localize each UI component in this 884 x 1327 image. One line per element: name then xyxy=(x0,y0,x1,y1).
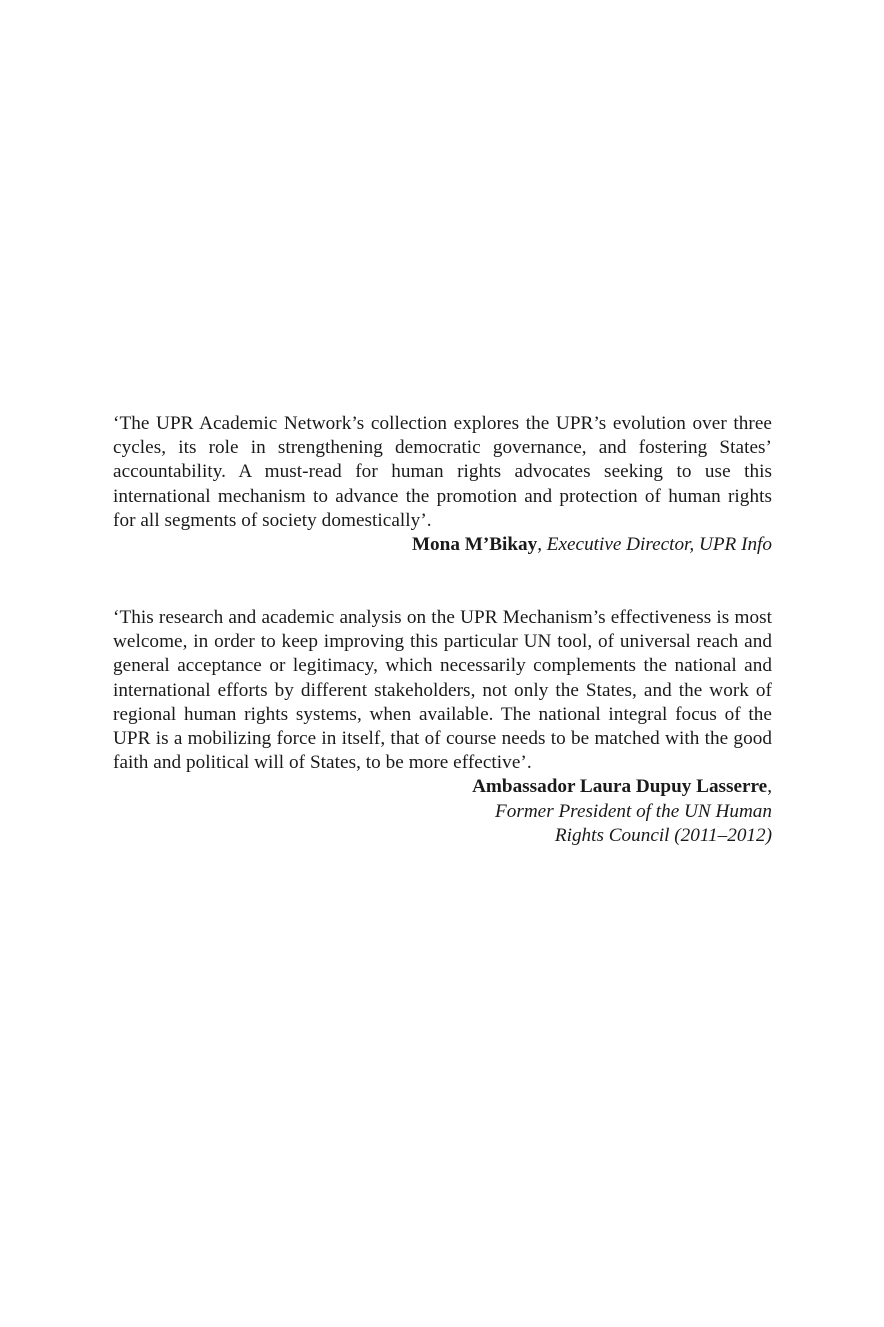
attribution-name-line xyxy=(113,775,772,799)
attribution-role-line-2: Rights Council (2011–2012) xyxy=(554,824,772,846)
attribution-separator: , xyxy=(537,534,547,556)
attribution-separator: , xyxy=(767,776,772,798)
quote-text: ‘The UPR Academic Network’s collection explores the UPR’s evolution over three cycles, its role in strengthening democratic governance, and fostering States’ accountability. A must-read for human rights advocates seeking to use this international mechanism to advance the promotion and protection of human rights for all segments of society domestically’. xyxy=(113,413,772,531)
attribution-role-line-1: Former President of the UN Human xyxy=(495,800,772,822)
endorsement-quote-2 xyxy=(113,606,772,848)
attribution-role: Executive Director, UPR Info xyxy=(546,534,772,556)
quote-attribution xyxy=(113,775,772,848)
attribution-name: Ambassador Laura Dupuy Lasserre xyxy=(472,776,768,798)
quote-attribution xyxy=(113,533,772,557)
endorsement-quote-1 xyxy=(113,412,772,557)
quote-text: ‘This research and academic analysis on the UPR Mechanism’s effectiveness is most welcome, in order to keep improving this particular UN tool, of universal reach and general acceptance or legitimacy, which necessarily complements the national and international efforts by different stakeholders, not only the States, and the work of regional human rights systems, when available. The national integral focus of the UPR is a mobilizing force in itself, that of course needs to be matched with the good faith and political will of States, to be more effective’. xyxy=(113,607,772,774)
attribution-name: Mona M’Bikay xyxy=(411,534,538,556)
